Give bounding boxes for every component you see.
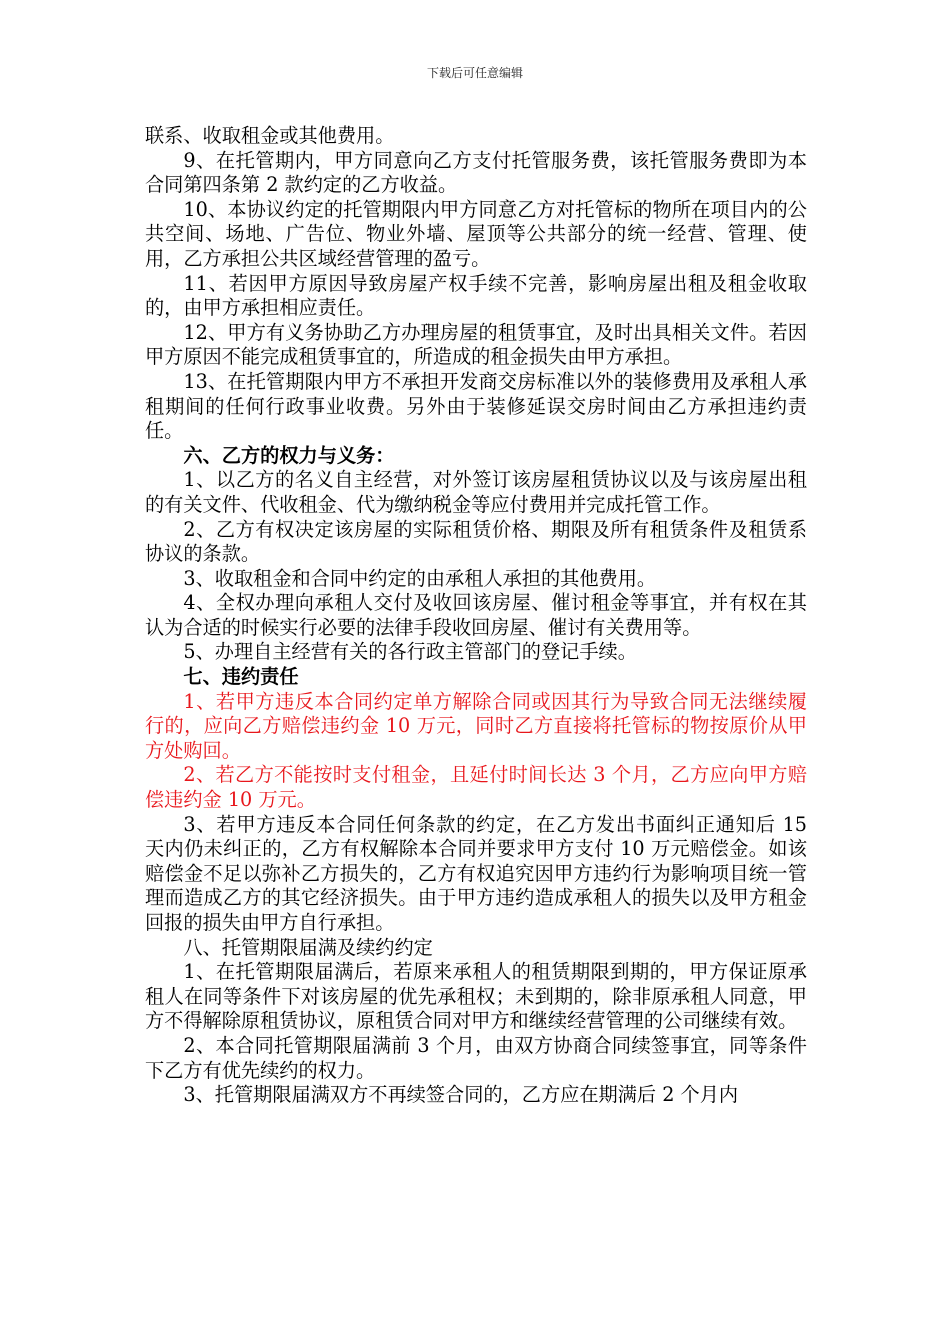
- clause-6-3: 3、收取租金和合同中约定的由承租人承担的其他费用。: [183, 566, 657, 590]
- page-header-note: 下载后可任意编辑: [426, 66, 523, 80]
- clause-5-9: 9、在托管期内，甲方同意向乙方支付托管服务费，该托管服务费即为本合同第四条第 2 款约定的乙方收益。: [145, 148, 807, 197]
- clause-6-2: 2、乙方有权决定该房屋的实际租赁价格、期限及所有租赁条件及租赁系协议的条款。: [145, 517, 807, 566]
- clause-6-5: 5、办理自主经营有关的各行政主管部门的登记手续。: [183, 640, 637, 664]
- clause-6-4: 4、全权办理向承租人交付及收回该房屋、催讨租金等事宜，并有权在其认为合适的时候实行必要的法律手段收回房屋、催讨有关费用等。: [145, 591, 807, 639]
- clause-8-2: 2、本合同托管期限届满前 3 个月，由双方协商合同续签事宜，同等条件下乙方有优先续约的权力。: [145, 1033, 807, 1082]
- clause-5-10: 10、本协议约定的托管期限内甲方同意乙方对托管标的物所在项目内的公共空间、场地、广告位、物业外墙、屋顶等公共部分的统一经营、管理、使用，乙方承担公共区域经营管理的盈亏。: [145, 197, 807, 270]
- clause-5-11: 11、若因甲方原因导致房屋产权手续不完善，影响房屋出租及租金收取的，由甲方承担相应责任。: [145, 271, 807, 320]
- clause-8-3: 3、托管期限届满双方不再续签合同的，乙方应在期满后 2 个月内: [183, 1083, 739, 1107]
- clause-7-3: 3、若甲方违反本合同任何条款的约定，在乙方发出书面纠正通知后 15 天内仍未纠正的，乙方有权解除本合同并要求甲方支付 10 万元赔偿金。如该赔偿金不足以弥补乙方损失的，乙方有权追究因甲方违约行为影响项目统一管理而造成乙方的其它经济损失。由于甲方违约造成承租人的损失以及甲方租金回报的损失由甲方自行承担。: [145, 812, 807, 934]
- section-heading-6: 六、乙方的权力与义务：: [183, 443, 395, 467]
- clause-7-1: 1、若甲方违反本合同约定单方解除合同或因其行为导致合同无法继续履行的，应向乙方赔偿违约金 10 万元，同时乙方直接将托管标的物按原价从甲方处购回。: [145, 689, 807, 762]
- clause-5-13: 13、在托管期限内甲方不承担开发商交房标准以外的装修费用及承租人承租期间的任何行政事业收费。另外由于装修延误交房时间由乙方承担违约责任。: [145, 369, 807, 443]
- paragraph-continuation: 联系、收取租金或其他费用。: [145, 124, 395, 147]
- clause-8-1: 1、在托管期限届满后，若原来承租人的租赁期限到期的，甲方保证原承租人在同等条件下对该房屋的优先承租权；未到期的，除非原承租人同意，甲方不得解除原租赁协议，原租赁合同对甲方和继续经营管理的公司继续有效。: [145, 960, 807, 1033]
- section-heading-7: 七、违约责任: [183, 665, 299, 689]
- section-heading-8: 八、托管期限届满及续约约定: [183, 935, 433, 959]
- clause-6-1: 1、以乙方的名义自主经营，对外签订该房屋租赁协议以及与该房屋出租的有关文件、代收租金、代为缴纳税金等应付费用并完成托管工作。: [145, 468, 807, 516]
- document-body: [145, 124, 807, 1108]
- clause-7-2: 2、若乙方不能按时支付租金，且延付时间长达 3 个月，乙方应向甲方赔偿违约金 10 万元。: [145, 763, 807, 812]
- clause-5-12: 12、甲方有义务协助乙方办理房屋的租赁事宜，及时出具相关文件。若因甲方原因不能完成租赁事宜的，所造成的租金损失由甲方承担。: [145, 320, 807, 369]
